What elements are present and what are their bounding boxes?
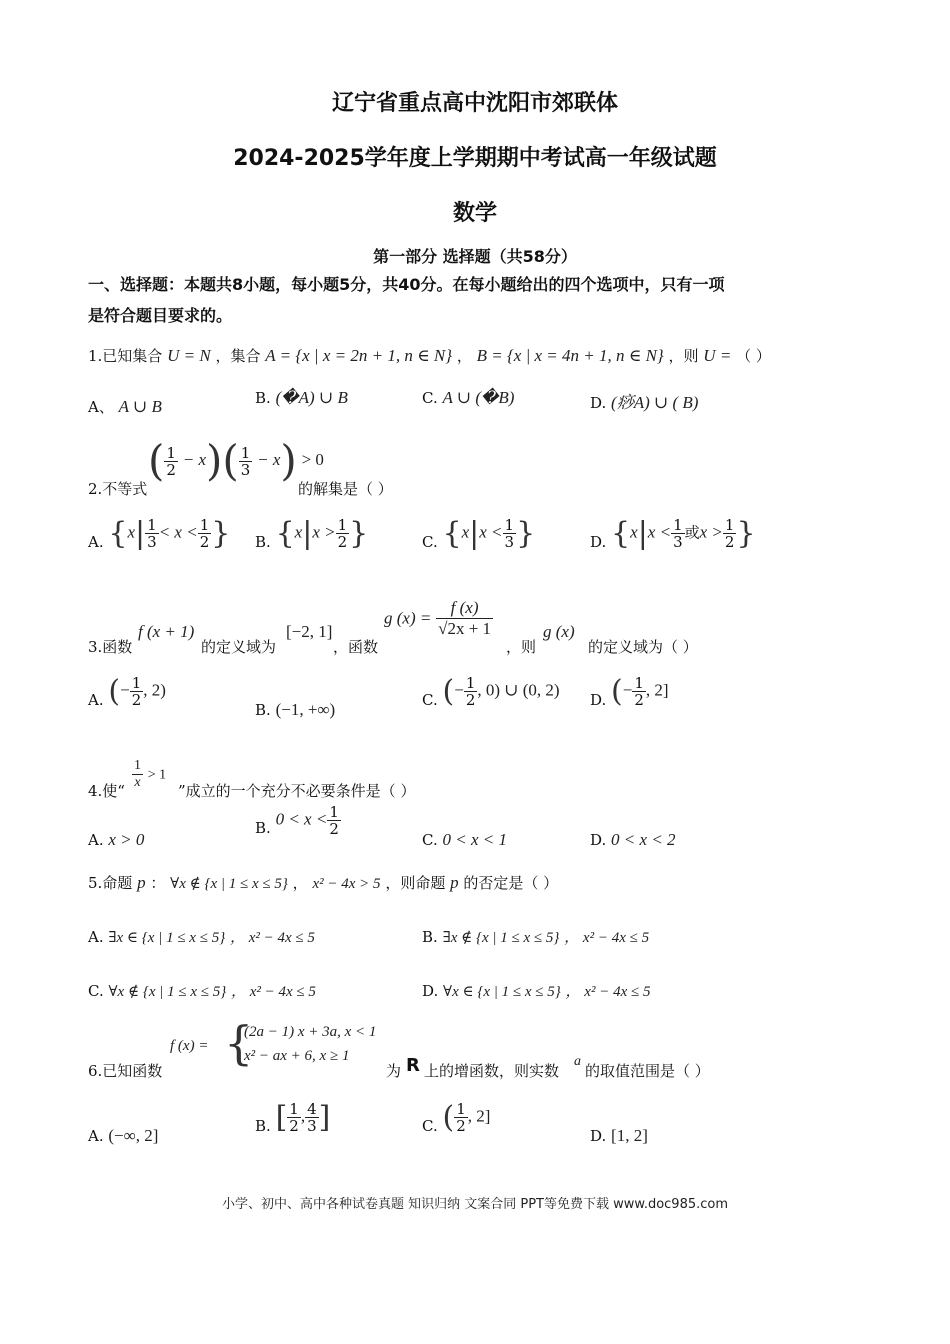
option-expr: 0 < x < (275, 809, 328, 829)
option-cond: ∀x ∈ {x | 1 ≤ x ≤ 5} (443, 984, 561, 1000)
q5-prefix: 5.命题 (88, 874, 133, 892)
option-label: D. (590, 831, 607, 849)
option-label: B. (255, 1117, 271, 1135)
q2-option-c: C. {x|x < $\frac{1}{3}$ } (422, 516, 536, 551)
question-4 (88, 758, 688, 808)
q2-option-a: A. {x| $\frac{1}{3}$ < x < $\frac{1}{2}$ } (88, 516, 231, 551)
option-label: A. (88, 831, 104, 849)
q5-comma: ， (292, 874, 308, 892)
option-expr: (�A) ∪ B (275, 388, 348, 407)
q5-p2: p (450, 873, 459, 892)
q6-a: a (574, 1054, 581, 1069)
q1-mid-text: ，集合 (215, 347, 261, 365)
option-expr: x > 0 (108, 830, 145, 849)
option-label: A. (88, 533, 104, 551)
option-expr: 0 < x < 2 (611, 830, 676, 849)
q4-option-b (255, 804, 341, 837)
q3-text-2: ，函数 (333, 638, 379, 656)
question-1 (88, 345, 771, 366)
q4-option-d (590, 830, 676, 850)
option-label: D. (590, 691, 607, 709)
frac-num: 1 (329, 803, 339, 821)
frac-num: 1 (724, 516, 735, 534)
q4-gt-one: > 1 (147, 767, 167, 783)
frac-num: 1 (240, 443, 251, 462)
g-num: f (x) (436, 598, 493, 619)
option-label: D. (422, 982, 439, 1000)
option-label: D. (590, 533, 607, 551)
option-label: C. (422, 691, 438, 709)
frac-den: 3 (673, 533, 683, 551)
q3-text-4: 的定义域为（ ） (588, 638, 698, 656)
option-label: A. (88, 691, 104, 709)
option-label: B. (255, 701, 271, 719)
option-label: A、 (88, 398, 114, 416)
frac-num: 1 (199, 516, 210, 534)
option-label: B. (422, 928, 438, 946)
q3-option-c: C. (− $\frac{1}{2}$ , 0) ∪ (0, 2) (422, 674, 560, 709)
option-expr: A ∪ B (118, 397, 162, 416)
g-den: √2x + 1 (438, 619, 492, 638)
instructions-line-1: 一、选择题：本题共8小题，每小题5分，共40分。在每小题给出的四个选项中，只有一项 (88, 275, 725, 294)
q1-paren: （ ） (736, 347, 771, 365)
frac-num: 1 (131, 674, 142, 692)
set-var: x (127, 522, 136, 542)
q2-option-d: D. {x|x < $\frac{1}{3}$ 或x > $\frac{1}{2}$ } (590, 516, 756, 551)
frac-num: 1 (166, 443, 176, 462)
q5-mid: ，则命题 (385, 874, 446, 892)
q3-text-1: 的定义域为 (201, 638, 277, 656)
frac-den: 2 (634, 691, 644, 709)
option-label: C. (88, 982, 104, 1000)
q5-option-a (88, 926, 315, 947)
q1-prefix: 1.已知集合 (88, 347, 163, 365)
q5-inequality: x² − 4x > 5 (312, 876, 381, 892)
option-label: D. (590, 1127, 607, 1145)
q6-text-2: 上的增函数，则实数 (424, 1062, 560, 1080)
q6-case-1: (2a − 1) x + 3a, x < 1 (244, 1024, 377, 1040)
q3-option-b (255, 700, 335, 720)
option-label: B. (255, 533, 271, 551)
set-cond: x > (312, 522, 336, 542)
set-cond: < x < (158, 522, 198, 542)
q5-condition: ∀x ∉ {x | 1 ≤ x ≤ 5} (170, 876, 288, 892)
q1-u-eq: U = (703, 346, 732, 365)
q2-inequality: ( $\frac{1}{2}$ − x)( $\frac{1}{3}$ − x) > 0 (148, 436, 324, 485)
q4-suffix: ”成立的一个充分不必要条件是（ ） (178, 782, 416, 800)
option-expr: (痧A) ∪ ( B) (611, 393, 699, 412)
option-ineq: ， x² − 4x ≤ 5 (565, 984, 651, 1000)
q4-option-a (88, 830, 144, 850)
option-expr: (−1, +∞) (275, 700, 336, 719)
q3-prefix: 3.函数 (88, 638, 133, 656)
q3-g-definition (384, 598, 493, 639)
q3-g: g (x) (543, 622, 575, 641)
frac-num: 1 (289, 1100, 299, 1118)
q5-p: p (137, 873, 146, 892)
option-label: D. (590, 394, 607, 412)
frac-den: 2 (199, 533, 210, 551)
q6-brace: { (224, 1016, 254, 1070)
frac-num: 4 (307, 1100, 317, 1118)
option-label: A. (88, 1127, 104, 1145)
set-var: x (630, 522, 638, 542)
option-label: C. (422, 1117, 438, 1135)
q1-option-a (88, 396, 162, 417)
frac-num: 1 (504, 516, 515, 534)
option-ineq: ， x² − 4x ≤ 5 (231, 984, 316, 1000)
frac-den: 2 (166, 460, 176, 479)
frac-den: 3 (504, 533, 515, 551)
q1-comma: ， (456, 347, 472, 365)
q1-set-a: A = {x | x = 2n + 1, n ∈ N} (265, 346, 453, 365)
option-ineq: ， x² − 4x ≤ 5 (229, 930, 315, 946)
q6-f-lhs: f (x) = (170, 1038, 209, 1054)
q2-suffix: 的解集是（ ） (298, 480, 393, 498)
option-label: B. (255, 389, 271, 407)
title-line-1: 辽宁省重点高中沈阳市郊联体 (331, 91, 618, 116)
option-expr: 0 < x < 1 (442, 830, 507, 849)
frac-den: 2 (329, 820, 339, 838)
frac-den: 2 (465, 691, 476, 709)
interval-rest: , 0) ∪ (0, 2) (477, 680, 560, 700)
frac-den: 2 (131, 691, 142, 709)
set-cond: x > (699, 522, 723, 542)
minus-x: − x (257, 450, 281, 469)
paren: ( (442, 1100, 455, 1135)
q1-option-d (590, 388, 698, 413)
frac-num: 1 (456, 1100, 466, 1118)
question-6 (88, 1016, 868, 1082)
frac-num: 1 (634, 674, 644, 692)
option-cond: ∃x ∉ {x | 1 ≤ x ≤ 5} (442, 930, 560, 946)
q5-colon: ： (150, 874, 166, 892)
q6-option-d (590, 1126, 648, 1146)
interval-rest: , 2] (645, 680, 669, 700)
q6-option-b (255, 1100, 330, 1135)
bracket: [ (275, 1100, 288, 1135)
option-label: B. (255, 819, 271, 837)
q3-f-shift: f (x + 1) (138, 622, 195, 641)
subject-title: 数学 (452, 201, 497, 226)
frac-den: 3 (147, 533, 157, 551)
frac-den: x (134, 775, 141, 790)
option-label: C. (422, 389, 438, 407)
q4-option-c (422, 830, 507, 850)
frac-den: 3 (307, 1117, 317, 1135)
q4-prefix: 4.使“ (88, 782, 125, 800)
q5-option-d (422, 980, 650, 1001)
q5-option-b (422, 926, 649, 947)
interval-rest: , 2] (467, 1106, 491, 1126)
frac-den: 2 (337, 533, 348, 551)
q2-prefix: 2.不等式 (88, 480, 148, 498)
q4-fraction (132, 758, 166, 791)
q1-universal-set: U = N (167, 346, 211, 365)
q5-suffix: 的否定是（ ） (463, 874, 559, 892)
option-expr: A ∪ (�B) (442, 388, 515, 407)
g-lhs: g (x) = (384, 608, 432, 628)
gt-zero: > 0 (301, 450, 324, 469)
footer-text: 小学、初中、高中各种试卷真题 知识归纳 文案合同 PPT等免费下载 www.doc985.com (221, 1197, 729, 1212)
q6-option-c (422, 1100, 490, 1135)
bracket: ] (318, 1100, 331, 1135)
q6-option-a (88, 1126, 158, 1146)
frac-den: 2 (456, 1117, 466, 1135)
set-var: x (294, 522, 303, 542)
frac-num: 1 (465, 674, 476, 692)
q1-set-b: B = {x | x = 4n + 1, n ∈ N} (476, 346, 664, 365)
option-label: A. (88, 928, 104, 946)
frac-num: 1 (147, 516, 157, 534)
option-expr: (−∞, 2] (108, 1126, 159, 1145)
minus-x: − x (182, 450, 206, 469)
interval-rest: , 2) (143, 680, 166, 700)
q2-option-b: B. {x|x > $\frac{1}{2}$ } (255, 516, 369, 551)
set-var: x (461, 522, 470, 542)
question-5 (88, 872, 558, 893)
paren: ( (611, 674, 623, 709)
or-text: 或 (684, 523, 700, 542)
q6-case-2: x² − ax + 6, x ≥ 1 (244, 1048, 350, 1064)
q3-option-d: D. (− $\frac{1}{2}$ , 2] (590, 674, 669, 709)
separator: , (300, 1106, 306, 1126)
frac-den: 2 (724, 533, 735, 551)
q3-text-3: ，则 (506, 638, 537, 656)
paren: ( (108, 674, 121, 709)
paren: ( (442, 674, 455, 709)
part-heading: 第一部分 选择题（共58分） (373, 247, 577, 266)
option-ineq: ， x² − 4x ≤ 5 (564, 930, 650, 946)
option-expr: [1, 2] (611, 1126, 648, 1145)
q3-option-a: A. (− $\frac{1}{2}$ , 2) (88, 674, 166, 709)
q6-text-1: 为 (386, 1062, 402, 1080)
q1-option-c (422, 388, 514, 408)
option-label: C. (422, 831, 438, 849)
frac-den: 2 (289, 1117, 299, 1135)
q1-suffix: ，则 (668, 347, 699, 365)
question-3 (88, 598, 888, 658)
title-line-2: 2024-2025学年度上学期期中考试高一年级试题 (233, 146, 717, 171)
option-label: C. (422, 533, 438, 551)
q6-text-3: 的取值范围是（ ） (585, 1062, 710, 1080)
instructions-line-2: 是符合题目要求的。 (88, 306, 233, 325)
q6-prefix: 6.已知函数 (88, 1062, 163, 1080)
option-cond: ∀x ∉ {x | 1 ≤ x ≤ 5} (108, 984, 227, 1000)
set-cond: x < (479, 522, 503, 542)
q6-real-r: R (406, 1055, 420, 1076)
frac-num: 1 (134, 758, 141, 773)
set-cond: x < (647, 522, 672, 542)
option-cond: ∃x ∈ {x | 1 ≤ x ≤ 5} (108, 930, 226, 946)
q5-option-c (88, 980, 316, 1001)
q1-option-b (255, 388, 348, 408)
frac-den: 3 (240, 460, 251, 479)
frac-num: 1 (337, 516, 348, 534)
q3-domain: [−2, 1] (286, 622, 333, 641)
frac-num: 1 (673, 516, 683, 534)
